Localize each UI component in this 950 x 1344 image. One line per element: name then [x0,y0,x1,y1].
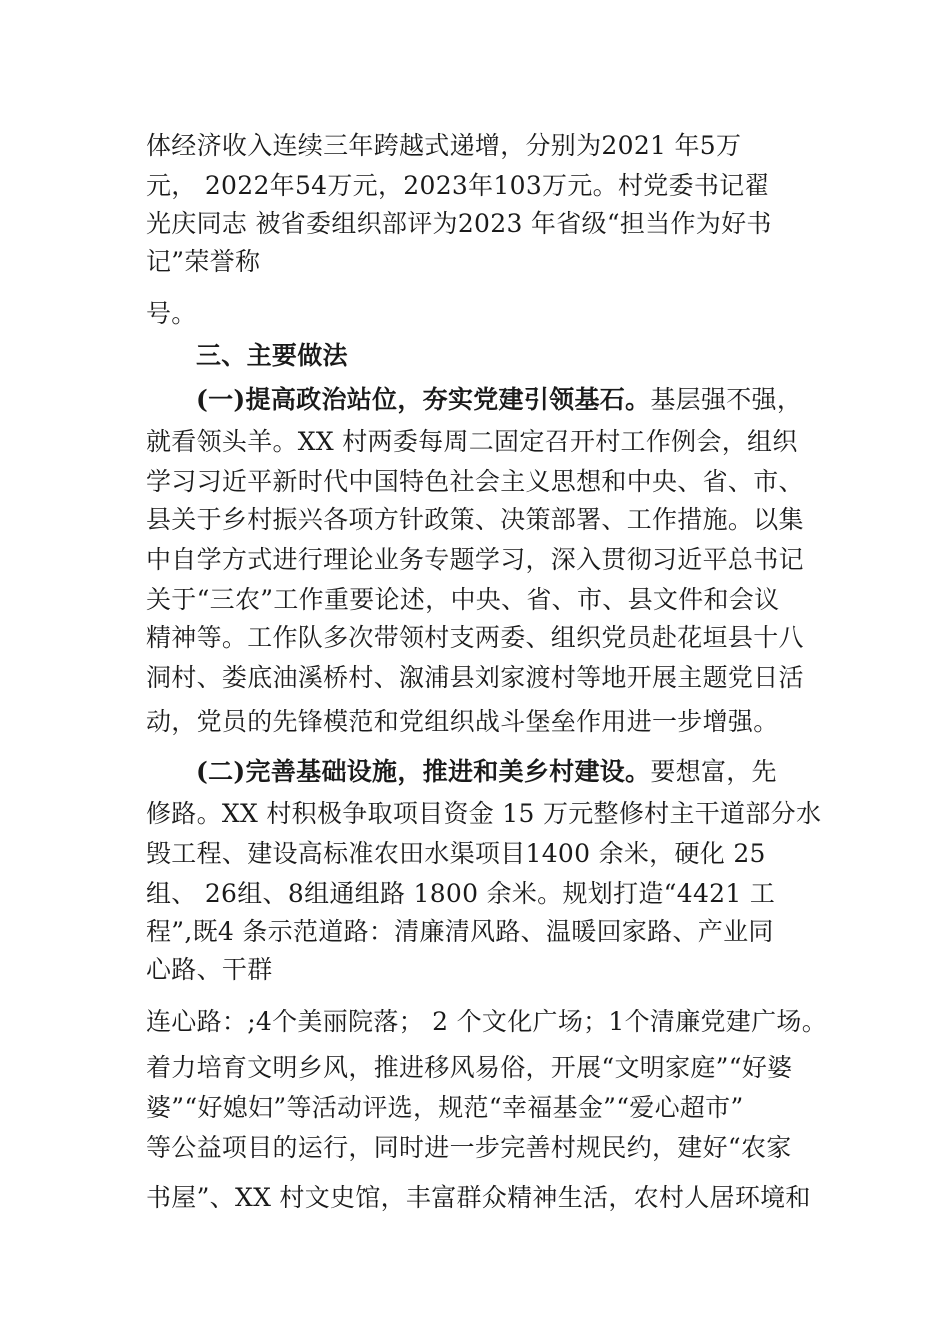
paragraph-line: 县关于乡村振兴各项方针政策、决策部署、工作措施。以集 [146,505,804,534]
paragraph-line: 关于“三农”工作重要论述，中央、省、市、县文件和会议 [146,585,780,614]
paragraph-line: 洞村、娄底油溪桥村、溆浦县刘家渡村等地开展主题党日活 [146,663,804,692]
paragraph-line: 精神等。工作队多次带领村支两委、组织党员赴花垣县十八 [146,623,804,652]
paragraph-line: 中自学方式进行理论业务专题学习，深入贯彻习近平总书记 [146,545,804,574]
paragraph-line: 程”,既4 条示范道路：清廉清风路、温暖回家路、产业同 [146,917,774,946]
paragraph-line: 组、 26组、8组通组路 1800 余米。规划打造“4421 工 [146,879,776,908]
paragraph-line: 连心路：;4个美丽院落； 2 个文化广场；1个清廉党建广场。 [146,1007,828,1036]
paragraph-line [196,382,876,418]
paragraph-line: 婆”“好媳妇”等活动评选，规范“幸福基金”“爱心超市” [146,1093,744,1122]
paragraph-line: 毁工程、建设高标准农田水渠项目1400 余米，硬化 25 [146,839,766,868]
paragraph-line: 就看领头羊。XX 村两委每周二固定召开村工作例会，组织 [146,427,798,456]
paragraph-line: 体经济收入连续三年跨越式递增，分别为2021 年5万 [146,131,742,160]
paragraph-line: 学习习近平新时代中国特色社会主义思想和中央、省、市、 [146,467,804,496]
subsection-title: (一)提高政治站位，夯实党建引领基石。 [196,385,651,414]
paragraph-line: 书屋”、XX 村文史馆，丰富群众精神生活，农村人居环境和 [146,1183,811,1212]
paragraph-line: 记”荣誉称 [146,247,261,276]
paragraph-line: 号。 [146,299,197,328]
paragraph-text: 要想富，先 [650,757,777,786]
paragraph-line: 着力培育文明乡风，推进移风易俗，开展“文明家庭”“好婆 [146,1053,793,1082]
paragraph-line: 光庆同志 被省委组织部评为2023 年省级“担当作为好书 [146,209,772,238]
paragraph-line: 元， 2022年54万元，2023年103万元。村党委书记翟 [146,171,770,200]
paragraph-line: 动，党员的先锋模范和党组织战斗堡垒作用进一步增强。 [146,707,779,736]
paragraph-line [196,754,876,790]
paragraph-line: 修路。XX 村积极争取项目资金 15 万元整修村主干道部分水 [146,799,822,828]
paragraph-line: 心路、干群 [146,955,273,984]
subsection-title: (二)完善基础设施，推进和美乡村建设。 [196,757,651,786]
paragraph-line: 等公益项目的运行，同时进一步完善村规民约，建好“农家 [146,1133,792,1162]
paragraph-text: 基层强不强， [650,385,803,414]
section-heading: 三、主要做法 [196,341,348,370]
